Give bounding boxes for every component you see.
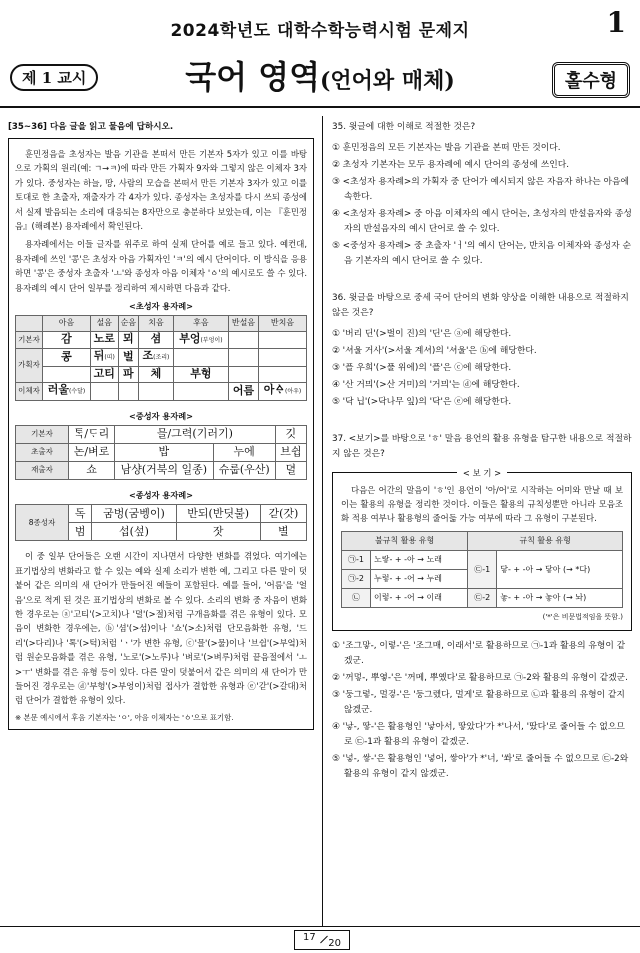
column-divider — [322, 116, 323, 926]
cell: 부엉(부엉이) — [173, 331, 228, 348]
page-slash — [320, 936, 328, 944]
cell: 독 — [69, 505, 92, 523]
rule-key: ㉠-1 — [342, 551, 371, 570]
initial-consonant-table — [15, 315, 307, 400]
rule-value: 놓- + -아 → 놓아 (→ 놔) — [497, 589, 623, 608]
th-semi-alveolar: 반설음 — [228, 316, 258, 331]
q36-option-4[interactable]: ④ '산 거믜'(>산 거미)의 '거믜'는 ⓓ에 해당한다. — [332, 380, 520, 390]
passage-footnote: ※ 본문 예시에서 후음 기본자는 'ㅇ', 아음 이체자는 'ㆁ'으로 표기함. — [15, 712, 234, 722]
q35-option-5[interactable]: ⑤ <중성자 용자례> 중 초출자 'ㅓ'의 예시 단어는, 반치음 이체자와 종성자 순음 기본자의 예시 단어로 쓸 수 있다. — [332, 241, 631, 266]
q37-option-2[interactable]: ② '꺼멓-, 뿌옇-'은 '꺼메, 뿌옜다'로 활용하므로 ㉠-2와 활용의 유형이 같겠군. — [332, 673, 628, 683]
passage-para-2: 용자례에서는 이들 글자를 위주로 하여 실제 단어를 예로 들고 있다. 예컨대, 용자례에 쓰인 '콩'은 초성자 아음 가획자인 'ㅋ'의 예시 단어이다. 이 방식을 응용하면 '콩'은 중성자 초출자 'ㅗ'와 종성자 아음 이체자 'ㆁ'의 예시로도 쓸 수 있다. 용자례의 예시 단어 일부를 정리하여 제시하면 다음과 같다. — [15, 239, 307, 293]
cell — [228, 331, 258, 348]
rule-key: ㉢-1 — [468, 551, 497, 589]
passage-instruction: [35~36] 다음 글을 읽고 물음에 답하시오. — [8, 122, 174, 132]
cell: 남샹(거북의 일종) — [115, 461, 214, 479]
row-variant: 이체자 — [16, 383, 43, 400]
row-basic: 기본자 — [16, 425, 69, 443]
question-36 — [332, 291, 632, 410]
cell: 잣 — [176, 523, 260, 541]
th-glottal: 후음 — [173, 316, 228, 331]
exam-title: 2024학년도 대학수학능력시험 문제지 — [170, 21, 470, 41]
page-number: 1 — [606, 6, 626, 39]
bogi-box — [332, 468, 632, 631]
left-column — [8, 120, 314, 730]
cell — [228, 349, 258, 366]
question-35 — [332, 120, 632, 269]
cell: 러울(수달) — [43, 383, 91, 400]
th-empty — [16, 316, 43, 331]
th-regular: 규칙 활용 유형 — [468, 532, 623, 551]
page-counter — [294, 930, 350, 950]
passage-para-3: 이 중 일부 단어들은 오랜 시간이 지나면서 다양한 변화를 겪었다. 여기에는 표기법상의 변화라고 할 수 있는 예와 실제 소리가 변한 예, 그리고 다른 말이 덧붙어 같은 의미의 새 단어가 만들어진 예들이 포함된다. 예를 들어, '어름'을 '얼음'으로 적게 된 것은 표기법상의 변화로 볼 수 있다. 소리의 변화 중 자음이 변화한 경우로는 ⓐ'고티'(>고치)나 '뎔'(>절)처럼 구개음화를 겪은 유형이 있다. 모음이 변화한 경우에는, ⓑ'셤'(>섬)이나 '쇼'(>소)처럼 단모음화한 유형, '드리'(>다리)나 '톡'(>턱)처럼 'ㆍ'가 변한 유형, ⓒ'믈'(>물)이나 '브쉽'(>부엌)처럼 원순모음화를 겪은 유형, '노로'(>노루)나 '벼로'(>벼루)처럼 끝음절에서 'ㅗ>ㅜ' 변화를 겪은 유형 등이 있다. 다른 말이 덧붙어서 같은 의미의 새 단어가 만들어진 경우로는 ⓓ'부헝'(>부엉이)처럼 접사가 결합한 유형과 ⓔ'갇'(>갈대)처럼 단어가 결합한 유형이 있다. — [15, 551, 307, 706]
right-column — [332, 120, 632, 784]
session-label: 제 1 교시 — [10, 64, 98, 91]
th-irregular: 불규칙 활용 유형 — [342, 532, 468, 551]
cell: 갇(갓) — [260, 505, 306, 523]
th-velar: 아음 — [43, 316, 91, 331]
bogi-label: < 보 기 > — [457, 468, 507, 478]
cell — [90, 383, 118, 400]
cell: 감 — [43, 331, 91, 348]
cell — [259, 366, 307, 382]
cell — [118, 383, 138, 400]
rule-key: ㉠-2 — [342, 570, 371, 589]
type-badge: 홀수형 — [552, 62, 630, 98]
q35-option-4[interactable]: ④ <초성자 용자례> 중 아음 이체자의 예시 단어는, 초성자의 반설음자와 종성자의 반설음자의 예시 단어로 쓸 수 있다. — [332, 209, 632, 234]
header-divider — [0, 106, 640, 108]
subject-title — [0, 52, 640, 98]
q35-option-3[interactable]: ③ <초성자 용자례>의 가획자 중 단어가 예시되지 않은 자음자 하나는 아음에 속한다. — [332, 177, 630, 202]
cell: 쇼 — [69, 461, 115, 479]
th-alveolar: 설음 — [90, 316, 118, 331]
rule-value: 누렇- + -어 → 누레 — [371, 570, 468, 589]
cell: 부헝 — [173, 366, 228, 382]
footer-divider — [0, 926, 640, 927]
rule-value: 닿- + -아 → 닿아 (→ *다) — [497, 551, 623, 589]
q37-title: 37. <보기>를 바탕으로 'ㅎ' 말음 용언의 활용 유형을 탐구한 내용으로 적절하지 않은 것은? — [332, 434, 632, 459]
cell — [43, 366, 91, 382]
table1-caption: <초성자 용자례> — [128, 301, 194, 312]
cell — [173, 349, 228, 366]
final-consonant-table — [15, 504, 307, 541]
rule-key: ㉡ — [342, 589, 371, 608]
cell: 노로 — [90, 331, 118, 348]
q37-option-3[interactable]: ③ '둥그렇-, 멀겋-'은 '둥그렜다, 멀게'로 활용하므로 ㉡과 활용의 유형이 같지 않겠군. — [332, 690, 625, 715]
cell: 조(조리) — [139, 349, 174, 366]
row-basic: 기본자 — [16, 331, 43, 348]
cell: 뒤(띠) — [90, 349, 118, 366]
cell: 뎔 — [275, 461, 306, 479]
cell: 슈룹(우산) — [213, 461, 275, 479]
cell: 뫼 — [118, 331, 138, 348]
q36-option-2[interactable]: ② '셔울 거사'(>서울 계셔)의 '셔울'은 ⓑ에 해당한다. — [332, 346, 537, 356]
cell: 논/벼로 — [69, 443, 115, 461]
question-37 — [332, 432, 632, 782]
q35-option-1[interactable]: ① 훈민정음의 모든 기본자는 발음 기관을 본떠 만든 것이다. — [332, 143, 561, 153]
table3-caption: <종성자 용자례> — [128, 489, 194, 500]
cell: 체 — [139, 366, 174, 382]
cell: 누에 — [213, 443, 275, 461]
bogi-note: ('*'은 비문법적임을 뜻함.) — [542, 613, 623, 621]
th-semi-dental: 반치음 — [259, 316, 307, 331]
table2-caption: <중성자 용자례> — [128, 410, 194, 421]
th-labial: 순음 — [118, 316, 138, 331]
th-dental: 치음 — [139, 316, 174, 331]
page-current: 17 — [303, 932, 316, 943]
rule-value: 이렇- + -어 → 이래 — [371, 589, 468, 608]
row-first: 초출자 — [16, 443, 69, 461]
cell — [173, 383, 228, 400]
rule-key: ㉢-2 — [468, 589, 497, 608]
cell — [139, 383, 174, 400]
passage-box — [8, 138, 314, 730]
q36-option-1[interactable]: ① '버리 딘'(>벌이 진)의 '딘'은 ⓐ에 해당한다. — [332, 329, 512, 339]
cell — [259, 331, 307, 348]
row-second: 재출자 — [16, 461, 69, 479]
cell — [228, 366, 258, 382]
cell: 범 — [69, 523, 92, 541]
cell: 아ᅀᆞ(아우) — [259, 383, 307, 400]
cell: 콩 — [43, 349, 91, 366]
cell: 믈/그력(기러기) — [115, 425, 276, 443]
q36-option-5[interactable]: ⑤ '닥 닙'(>닥나무 잎)의 '닥'은 ⓔ에 해당한다. — [332, 397, 512, 407]
q35-option-2[interactable]: ② 초성자 기본자는 모두 용자례에 예시 단어의 종성에 쓰인다. — [332, 160, 570, 170]
q36-title: 36. 윗글을 바탕으로 중세 국어 단어의 변화 양상을 이해한 내용으로 적절하지 않은 것은? — [332, 293, 629, 318]
q37-option-1[interactable]: ① '조그맣-, 이렇-'은 '조그매, 이래서'로 활용하므로 ㉠-1과 활용의 유형이 같겠군. — [332, 641, 626, 666]
rule-value: 노랗- + -아 → 노래 — [371, 551, 468, 570]
passage-para-1: 훈민정음을 초성자는 발음 기관을 본떠서 만든 기본자 5자가 있고 이를 바탕으로 가획의 원리(예: ㄱ→ㅋ)에 따라 만든 가획자 9자와 그렇지 않은 이체자 3자가 있다. 중성자는 하늘, 땅, 사람의 모습을 본떠서 만든 기본자 3자가 있고 이를 토대로 한 초출자, 재출자가 각 4자가 있다. 종성자는 초성자를 다시 쓰되 종성에서 실제 발음되는 소리에 대응되는 8자만으로 충분하다 보았는데, 이는 『훈민정음』(해례본) 용자례에서 확인된다. — [15, 149, 307, 232]
cell: 밥 — [115, 443, 214, 461]
cell: 별 — [260, 523, 306, 541]
subject-sub: (언어와 매체) — [320, 68, 455, 94]
q37-option-4[interactable]: ④ '낳-, 땋-'은 활용형인 '낳아서, 땋았다'가 *'나서, '땄다'로 줄어들 수 없으므로 ㉢-1과 활용의 유형이 같겠군. — [332, 722, 625, 747]
cell: 섭(섶) — [92, 523, 176, 541]
cell: 반되(반딧불) — [176, 505, 260, 523]
row-final8: 8종성자 — [16, 505, 69, 541]
page-total: 20 — [328, 938, 341, 949]
cell: 굼벙(굼벵이) — [92, 505, 176, 523]
cell: 셤 — [139, 331, 174, 348]
cell: 벌 — [118, 349, 138, 366]
medial-vowel-table — [15, 425, 307, 480]
cell: 어름 — [228, 383, 258, 400]
cell — [259, 349, 307, 366]
cell: 파 — [118, 366, 138, 382]
cell: 브쉽 — [275, 443, 306, 461]
q35-title: 35. 윗글에 대한 이해로 적절한 것은? — [332, 122, 476, 132]
cell: ᄐᆞᆨ/ᄃᆞ리 — [69, 425, 115, 443]
q37-option-5[interactable]: ⑤ '넣-, 쌓-'은 활용형인 '넣어, 쌓아'가 *'너, '쏴'로 줄어들 수 없으므로 ㉢-2와 활용의 유형이 같지 않겠군. — [332, 754, 629, 779]
conjugation-table — [341, 531, 623, 608]
row-stroke: 가획자 — [16, 349, 43, 383]
q36-option-3[interactable]: ③ '플 우희'(>풀 위에)의 '플'은 ⓒ에 해당한다. — [332, 363, 512, 373]
cell: 깃 — [275, 425, 306, 443]
cell: 고티 — [90, 366, 118, 382]
bogi-text: 다음은 어간의 말음이 'ㅎ'인 용언이 '아/어'로 시작하는 어미와 만날 때 보이는 활용의 유형을 정리한 것이다. 이들은 활용의 규칙성뿐만 아니라 모음조화 적용 여부나 활용형의 줄어듦 가능 여부에 따라 그 유형이 구분된다. — [341, 485, 623, 523]
subject-main: 국어 영역 — [185, 58, 321, 96]
